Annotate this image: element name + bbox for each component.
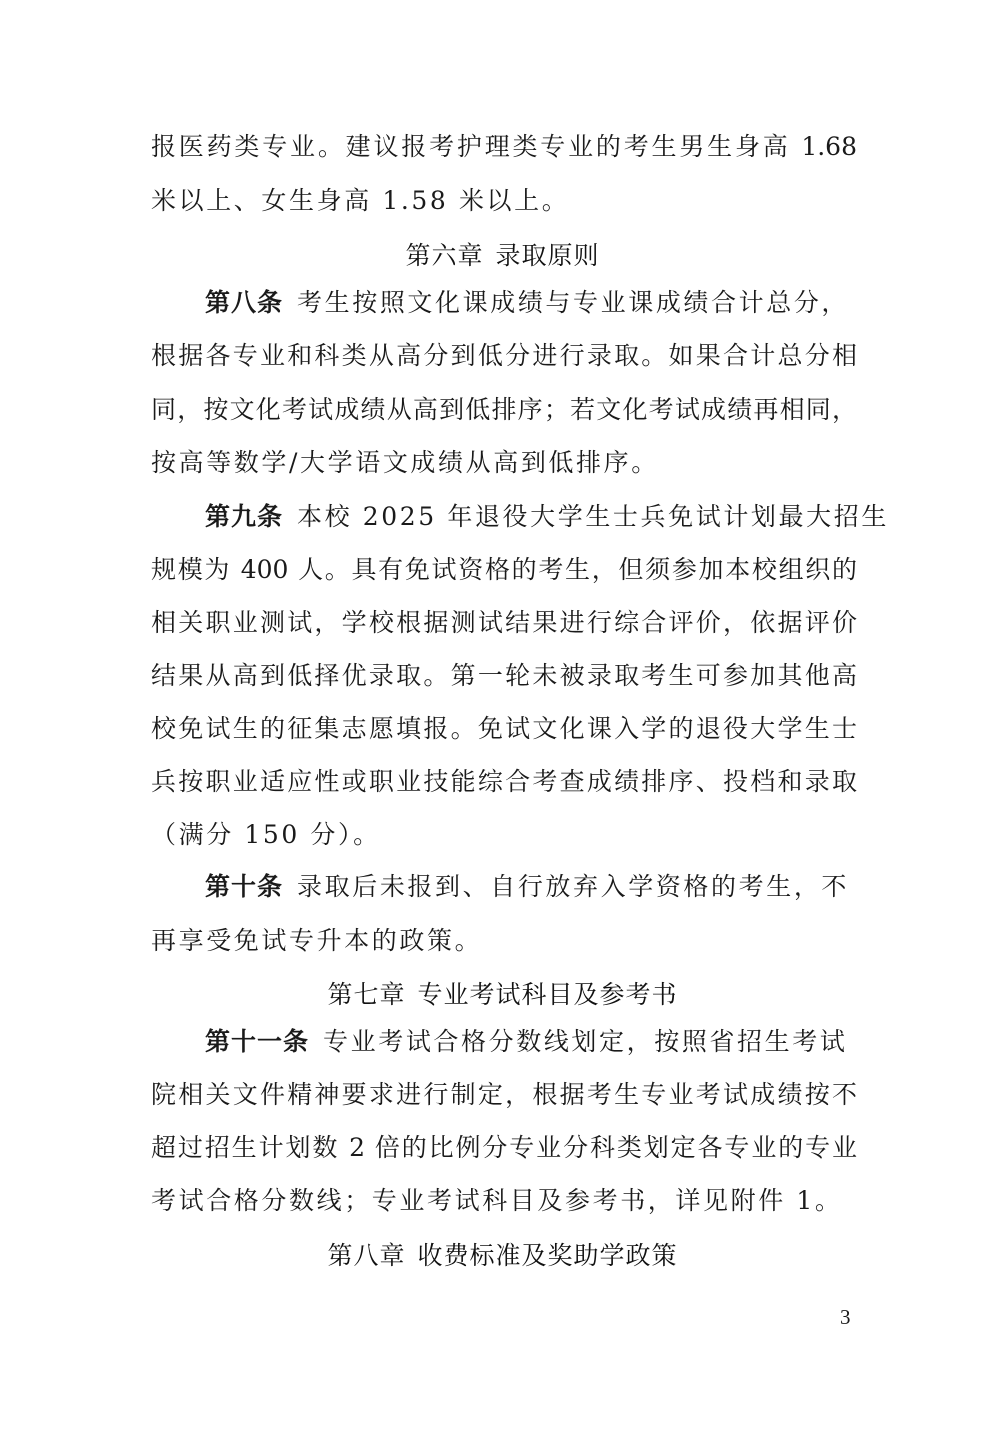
article-label: 第八条 — [205, 288, 284, 317]
body-line: 超过招生计划数 2 倍的比例分专业分科类划定各专业的专业 — [151, 1133, 857, 1162]
body-line: 按高等数学/大学语文成绩从高到低排序。 — [151, 448, 659, 477]
body-line: 考试合格分数线；专业考试科目及参考书，详见附件 1。 — [151, 1186, 843, 1215]
article-text: 录取后未报到、自行放弃入学资格的考生，不 — [297, 872, 850, 901]
article-label: 第十一条 — [205, 1027, 310, 1056]
body-line: 结果从高到低择优录取。第一轮未被录取考生可参加其他高 — [151, 661, 857, 690]
article-label: 第九条 — [205, 502, 284, 531]
body-line: （满分 150 分）。 — [151, 820, 381, 849]
chapter-heading — [0, 236, 1005, 276]
body-line: 规模为 400 人。具有免试资格的考生，但须参加本校组织的 — [151, 555, 857, 584]
body-line: 院相关文件精神要求进行制定，根据考生专业考试成绩按不 — [151, 1080, 857, 1109]
chapter-heading — [0, 975, 1005, 1015]
chapter-title: 录取原则 — [495, 241, 600, 270]
article-first-line — [205, 1022, 857, 1062]
body-line: 同，按文化考试成绩从高到低排序；若文化考试成绩再相同， — [151, 395, 857, 424]
article-first-line — [205, 283, 857, 323]
body-line: 根据各专业和科类从高分到低分进行录取。如果合计总分相 — [151, 341, 857, 370]
article-label: 第十条 — [205, 872, 284, 901]
chapter-label: 第六章 — [405, 241, 484, 270]
body-line: 相关职业测试，学校根据测试结果进行综合评价，依据评价 — [151, 608, 857, 637]
chapter-label: 第七章 — [327, 980, 406, 1009]
page-number: 3 — [840, 1305, 851, 1329]
body-line: 米以上、女生身高 1.58 米以上。 — [151, 186, 570, 215]
chapter-label: 第八章 — [327, 1241, 406, 1270]
article-text: 本校 2025 年退役大学生士兵免试计划最大招生 — [297, 502, 889, 531]
article-text: 考生按照文化课成绩与专业课成绩合计总分， — [297, 288, 850, 317]
chapter-title: 专业考试科目及参考书 — [417, 980, 678, 1009]
body-line: 校免试生的征集志愿填报。免试文化课入学的退役大学生士 — [151, 714, 857, 743]
article-first-line — [205, 497, 889, 537]
article-first-line — [205, 867, 857, 907]
chapter-title: 收费标准及奖助学政策 — [417, 1241, 678, 1270]
chapter-heading — [0, 1236, 1005, 1276]
article-text: 专业考试合格分数线划定，按照省招生考试 — [323, 1027, 848, 1056]
body-line: 兵按职业适应性或职业技能综合考查成绩排序、投档和录取 — [151, 767, 857, 796]
body-line: 报医药类专业。建议报考护理类专业的考生男生身高 1.68 — [151, 132, 857, 161]
body-line: 再享受免试专升本的政策。 — [151, 926, 483, 955]
